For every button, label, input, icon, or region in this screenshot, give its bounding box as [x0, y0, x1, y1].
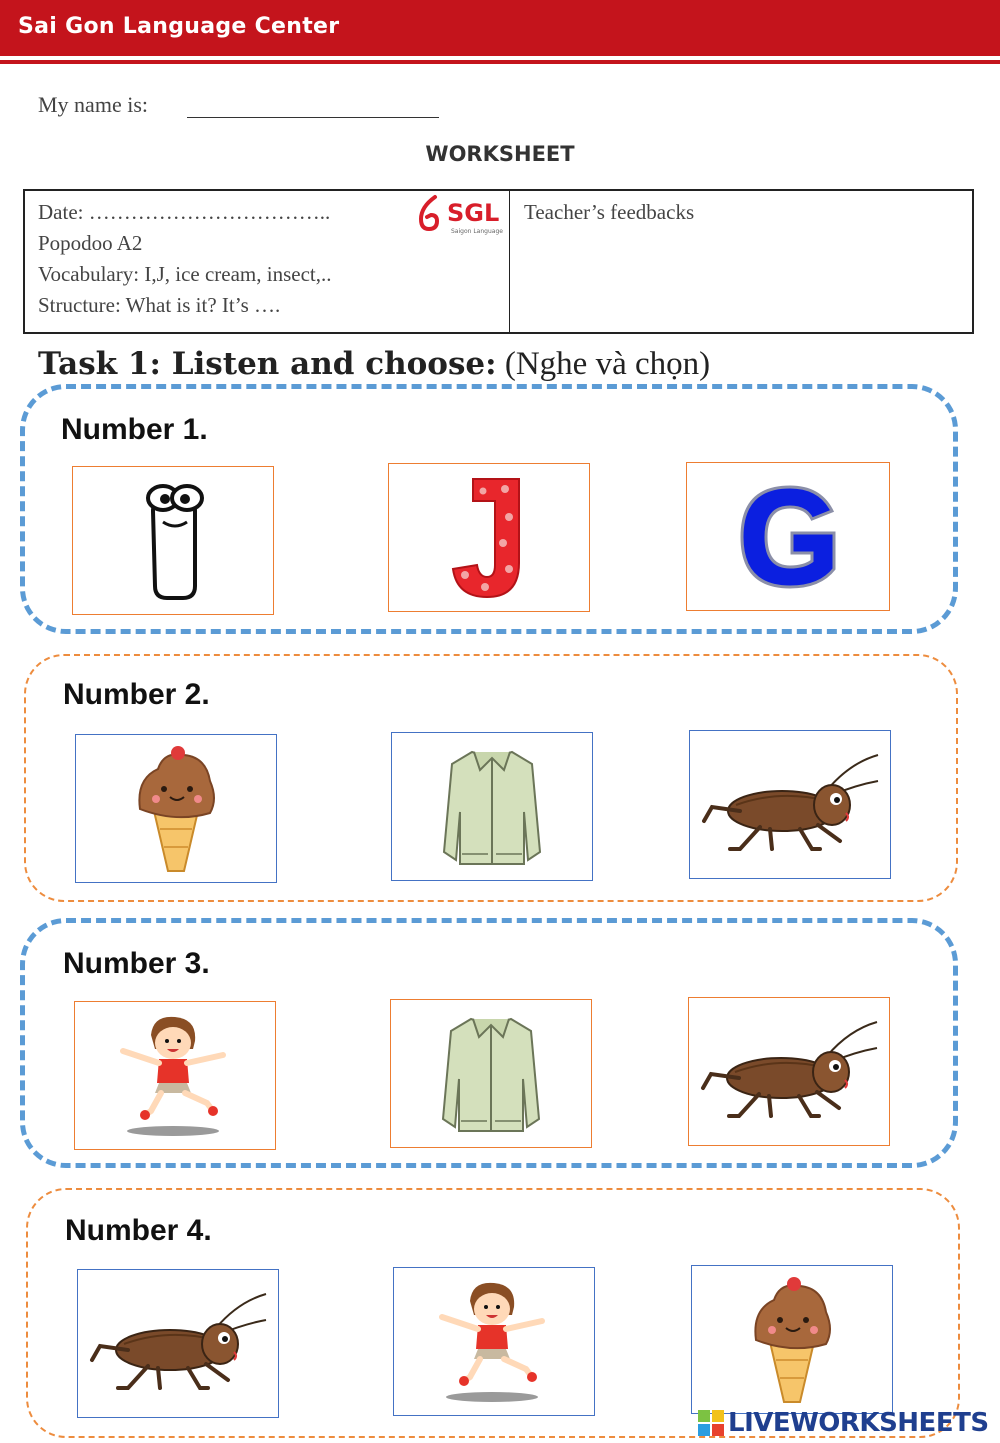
info-divider [509, 191, 510, 332]
info-book: Popodoo A2 [38, 231, 143, 255]
liveworksheets-watermark [698, 1406, 989, 1440]
liveworksheets-blocks-icon [698, 1410, 724, 1436]
jump-icon [115, 1011, 235, 1141]
option-jump[interactable] [74, 1001, 276, 1150]
jacket-icon [432, 742, 552, 872]
question-label-3: Number 3. [63, 947, 210, 980]
ice-cream-icon [742, 1270, 842, 1410]
option-jacket[interactable] [390, 999, 592, 1148]
insect-icon [700, 745, 880, 865]
question-group-2 [24, 654, 958, 902]
option-letter-i[interactable] [72, 466, 274, 615]
question-group-4 [26, 1188, 960, 1438]
ice-cream-icon [126, 739, 226, 879]
liveworksheets-text: LIVEWORKSHEETS [728, 1408, 989, 1438]
header-bar [0, 0, 1000, 56]
sgl-logo [415, 193, 508, 237]
letter-j-icon [434, 473, 544, 603]
name-input-line[interactable] [187, 117, 439, 118]
question-label-4: Number 4. [65, 1214, 212, 1247]
option-jacket[interactable] [391, 732, 593, 881]
header-title: Sai Gon Language Center [18, 14, 340, 39]
info-date: Date: …………………………….. [38, 200, 331, 224]
option-insect[interactable] [77, 1269, 279, 1418]
option-insect[interactable] [689, 730, 891, 879]
jacket-icon [431, 1009, 551, 1139]
option-ice-cream[interactable] [691, 1265, 893, 1414]
task-title-note: (Nghe và chọn) [504, 346, 711, 382]
jump-icon [434, 1277, 554, 1407]
option-ice-cream[interactable] [75, 734, 277, 883]
option-jump[interactable] [393, 1267, 595, 1416]
task-title [38, 346, 710, 383]
sgl-logo-text: SGL [447, 199, 500, 227]
question-label-2: Number 2. [63, 678, 210, 711]
teacher-feedback-label: Teacher’s feedbacks [524, 200, 695, 224]
sgl-logo-subtext: Saigon Language [451, 228, 503, 235]
insect-icon [88, 1284, 268, 1404]
option-letter-g[interactable] [686, 462, 890, 611]
name-label: My name is: [38, 92, 148, 117]
insect-icon [699, 1012, 879, 1132]
info-vocabulary: Vocabulary: I,J, ice cream, insect,.. [38, 262, 332, 286]
letter-i-icon [118, 476, 228, 606]
header-divider [0, 60, 1000, 64]
option-insect[interactable] [688, 997, 890, 1146]
info-table [23, 189, 974, 334]
info-structure: Structure: What is it? It’s …. [38, 293, 281, 317]
question-group-1 [20, 384, 958, 634]
worksheet-title: WORKSHEET [425, 142, 575, 166]
option-letter-j[interactable] [388, 463, 590, 612]
question-group-3 [20, 918, 958, 1168]
letter-g-icon [728, 477, 848, 597]
task-title-bold: Task 1: Listen and choose: [38, 346, 497, 382]
question-label-1: Number 1. [61, 413, 208, 446]
